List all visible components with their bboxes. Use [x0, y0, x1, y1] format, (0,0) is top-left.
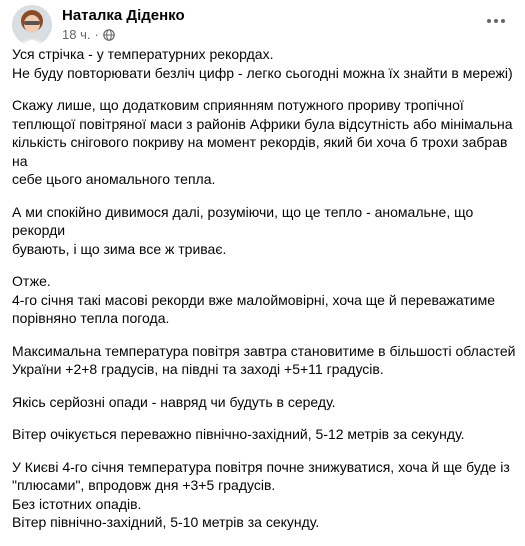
post-paragraph: Скажу лише, що додатковим сприянням потужного прориву тропічної теплющої повітряної маси з районів Африки була відсутність або мінімальна кількість снігового покриву на момент рекордів, який би хоча б трохи забрав на себе цього аномального тепла. [12, 97, 513, 187]
post-paragraph: У Києві 4-го січня температура повітря почне знижуватися, хоча й ще буде із "плюсами", впродовж дня +3+5 градусів. Без істотних опадів. Вітер північно-західний, 5-10 метрів за секунду. [12, 458, 510, 530]
globe-icon [103, 29, 115, 41]
post-paragraph: А ми спокійно дивимося далі, розуміючи, що це тепло - аномальне, що рекорди бувають, і що зима все ж триває. [12, 203, 474, 257]
author-name[interactable]: Наталка Діденко [62, 7, 185, 24]
post-paragraph: Максимальна температура повітря завтра становитиме в більшості областей України +2+8 градусів, на півдні та заході +5+11 градусів. [12, 342, 516, 377]
post-text [12, 45, 517, 546]
avatar-image [12, 5, 52, 45]
post-paragraph: Вітер очікується переважно північно-західний, 5-12 метрів за секунду. [12, 426, 465, 442]
post-header [12, 5, 512, 45]
post-meta [62, 27, 115, 42]
avatar[interactable] [12, 5, 52, 45]
meta-separator: · [94, 27, 99, 42]
post-paragraph: Уся стрічка - у температурних рекордах. Не буду повторювати безліч цифр - легко сьогодні можна їх знайти в мережі) [12, 46, 513, 81]
post-timestamp[interactable]: 18 ч. [62, 27, 91, 42]
more-options-icon[interactable] [482, 11, 510, 31]
post-paragraph: Якісь серйозні опади - навряд чи будуть в середу. [12, 393, 336, 410]
post-paragraph: Отже. 4-го січня такі масові рекорди вже малоймовірні, хоча ще й переважатиме порівняно тепла погода. [12, 273, 496, 326]
